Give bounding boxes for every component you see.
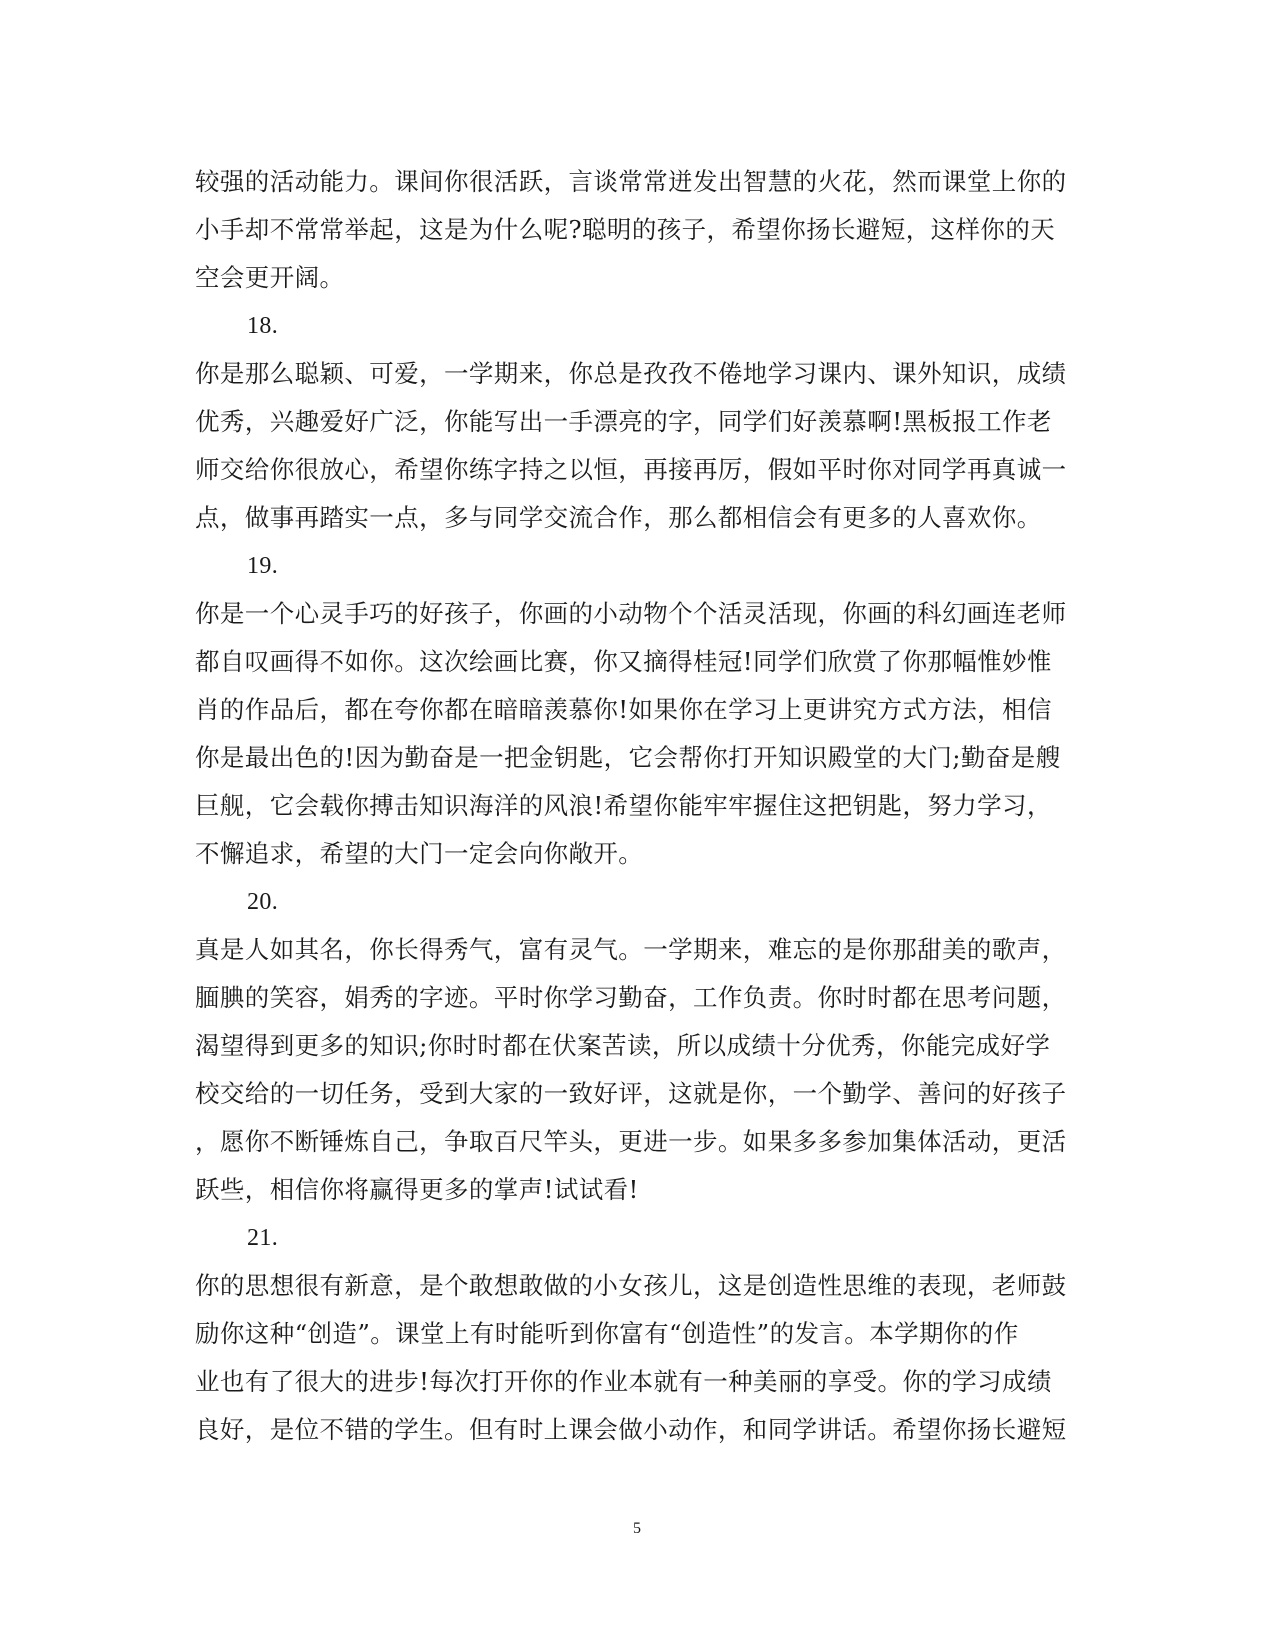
- item-number: 18.: [247, 313, 279, 339]
- comment-item-18: [195, 302, 1075, 542]
- text-line: 真是人如其名，你长得秀气，富有灵气。一学期来，难忘的是你那甜美的歌声，: [195, 935, 1067, 964]
- comment-item-19: [195, 542, 1075, 878]
- text-line: 较强的活动能力。课间你很活跃，言谈常常迸发出智慧的火花，然而课堂上你的: [195, 167, 1067, 196]
- text-line: 良好，是位不错的学生。但有时上课会做小动作，和同学讲话。希望你扬长避短: [195, 1415, 1067, 1444]
- text-line: 师交给你很放心，希望你练字持之以恒，再接再厉，假如平时你对同学再真诚一: [195, 455, 1067, 484]
- text-line: 巨舰，它会载你搏击知识海洋的风浪!希望你能牢牢握住这把钥匙，努力学习，: [195, 791, 1052, 820]
- text-line: 你是最出色的!因为勤奋是一把金钥匙，它会帮你打开知识殿堂的大门;勤奋是艘: [195, 743, 1061, 772]
- text-line: 渴望得到更多的知识;你时时都在伏案苦读，所以成绩十分优秀，你能完成好学: [195, 1031, 1051, 1060]
- text-line: 业也有了很大的进步!每次打开你的作业本就有一种美丽的享受。你的学习成绩: [195, 1367, 1052, 1396]
- item-number: 19.: [247, 553, 279, 579]
- text-line: 都自叹画得不如你。这次绘画比赛，你又摘得桂冠!同学们欣赏了你那幅惟妙惟: [195, 647, 1052, 676]
- text-line: 腼腆的笑容，娟秀的字迹。平时你学习勤奋，工作负责。你时时都在思考问题，: [195, 983, 1067, 1012]
- text-line: 小手却不常常举起，这是为什么呢?聪明的孩子，希望你扬长避短，这样你的天: [195, 215, 1056, 244]
- comment-item-21: [195, 1214, 1075, 1454]
- text-line: 肖的作品后，都在夸你都在暗暗羡慕你!如果你在学习上更讲究方式方法，相信: [195, 695, 1052, 724]
- page-number: 5: [633, 1520, 641, 1537]
- text-line: 优秀，兴趣爱好广泛，你能写出一手漂亮的字，同学们好羡慕啊!黑板报工作老: [195, 407, 1052, 436]
- text-line: 校交给的一切任务，受到大家的一致好评，这就是你，一个勤学、善问的好孩子: [195, 1079, 1067, 1108]
- paragraph-continued: [195, 158, 1075, 302]
- document-body: [195, 158, 1075, 1454]
- text-line: 你是一个心灵手巧的好孩子，你画的小动物个个活灵活现，你画的科幻画连老师: [195, 599, 1067, 628]
- text-line: 空会更开阔。: [195, 263, 345, 292]
- text-line: 励你这种“创造”。课堂上有时能听到你富有“创造性”的发言。本学期你的作: [195, 1319, 1019, 1348]
- item-number: 20.: [247, 889, 279, 915]
- text-line: 点，做事再踏实一点，多与同学交流合作，那么都相信会有更多的人喜欢你。: [195, 503, 1042, 532]
- text-line: 你的思想很有新意，是个敢想敢做的小女孩儿，这是创造性思维的表现，老师鼓: [195, 1271, 1067, 1300]
- text-line: 跃些，相信你将赢得更多的掌声!试试看!: [195, 1175, 639, 1204]
- item-number: 21.: [247, 1225, 279, 1251]
- text-line: ，愿你不断锤炼自己，争取百尺竿头，更进一步。如果多多参加集体活动，更活: [195, 1127, 1067, 1156]
- text-line: 你是那么聪颖、可爱，一学期来，你总是孜孜不倦地学习课内、课外知识，成绩: [195, 359, 1067, 388]
- text-line: 不懈追求，希望的大门一定会向你敞开。: [195, 839, 644, 868]
- comment-item-20: [195, 878, 1075, 1214]
